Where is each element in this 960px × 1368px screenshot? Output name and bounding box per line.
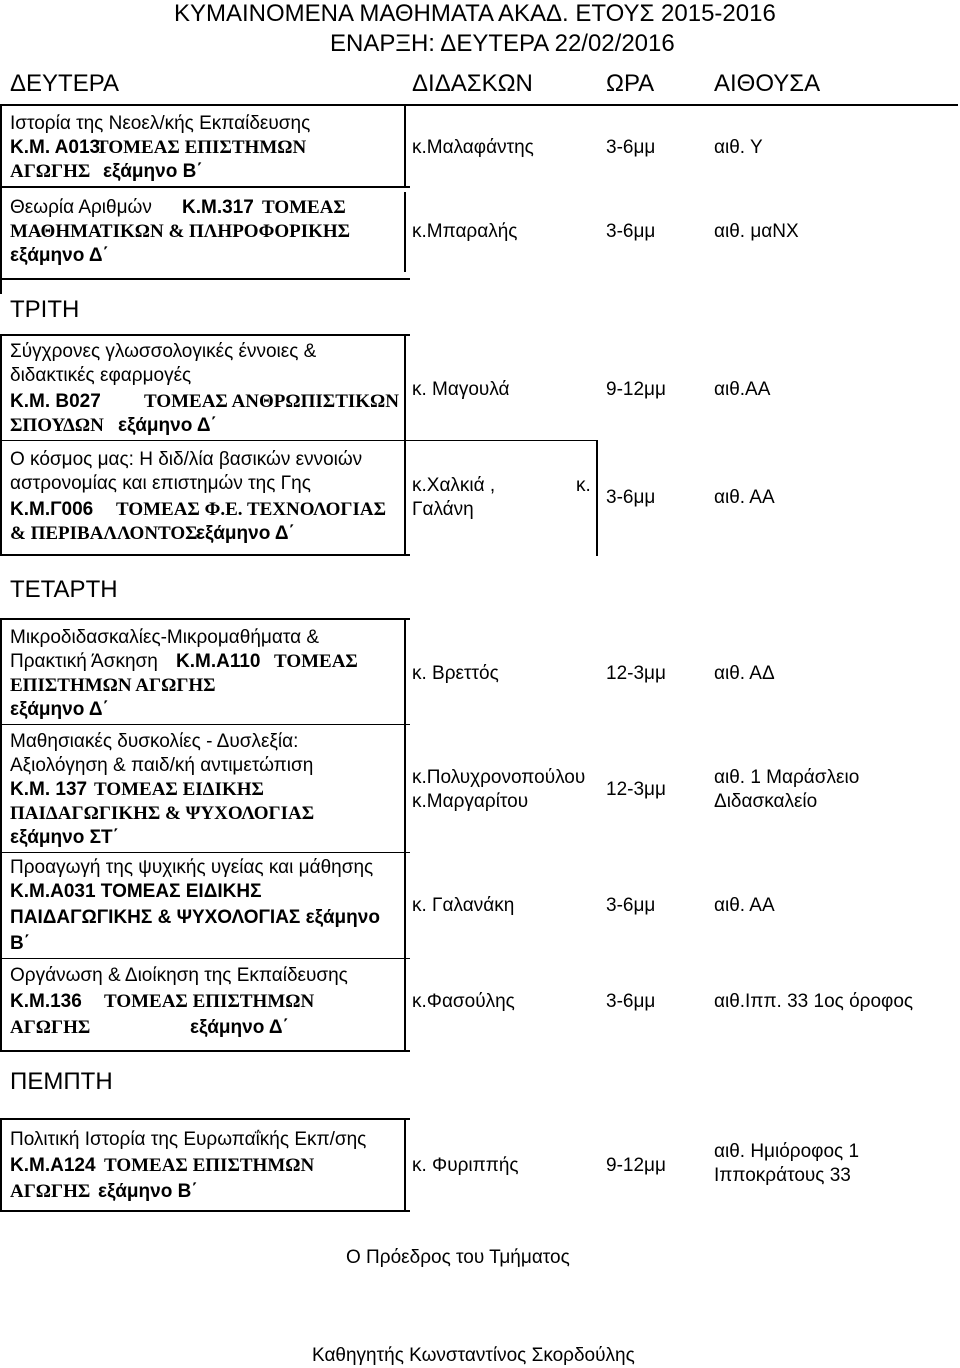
table-border-left bbox=[0, 618, 2, 1052]
course-dept: ΜΑΘΗΜΑΤΙΚΩΝ & ΠΛΗΡΟΦΟΡΙΚΗΣ bbox=[10, 221, 351, 242]
course-room: Διδασκαλείο bbox=[714, 791, 818, 812]
day-heading-tuesday: ΤΡΙΤΗ bbox=[10, 296, 80, 323]
column-divider bbox=[596, 440, 598, 556]
course-semester: Β΄ bbox=[10, 933, 31, 954]
course-instructor: κ. Φυριππής bbox=[412, 1155, 519, 1176]
row-divider bbox=[0, 1050, 410, 1052]
course-title: αστρονομίας και επιστημών της Γης bbox=[10, 473, 311, 494]
course-instructor: κ.Φασούλης bbox=[412, 991, 515, 1012]
course-code: Κ.Μ. 137 bbox=[10, 779, 88, 800]
course-title: Ιστορία της Νεοελ/κής Εκπαίδευσης bbox=[10, 113, 311, 134]
course-dept: ΤΟΜΕΑΣ ΕΠΙΣΤΗΜΩΝ bbox=[96, 137, 307, 158]
course-semester: εξάμηνο Δ΄ bbox=[190, 1017, 289, 1038]
course-dept: ΤΟΜΕΑΣ ΕΠΙΣΤΗΜΩΝ bbox=[104, 991, 315, 1012]
row-divider bbox=[0, 278, 410, 280]
column-divider bbox=[404, 334, 406, 556]
page-subtitle: ΕΝΑΡΞΗ: ΔΕΥΤΕΡΑ 22/02/2016 bbox=[330, 30, 675, 57]
course-code: Κ.Μ.317 bbox=[182, 197, 254, 218]
page-title: ΚΥΜΑΙΝΟΜΕΝΑ ΜΑΘΗΜΑΤΑ ΑΚΑΔ. ΕΤΟΥΣ 2015-2016 bbox=[174, 0, 776, 27]
table-border-left bbox=[0, 334, 2, 556]
course-time: 3-6μμ bbox=[606, 895, 656, 916]
course-code: Κ.Μ.Α124 bbox=[10, 1155, 96, 1176]
row-divider bbox=[0, 440, 597, 441]
course-semester: εξάμηνο Δ΄ bbox=[196, 523, 295, 544]
column-header-instructor: ΔΙΔΑΣΚΩΝ bbox=[412, 70, 533, 97]
course-time: 3-6μμ bbox=[606, 487, 656, 508]
course-dept: ΤΟΜΕΑΣ bbox=[274, 651, 358, 672]
course-time: 12-3μμ bbox=[606, 779, 666, 800]
column-header-day: ΔΕΥΤΕΡΑ bbox=[10, 70, 119, 97]
column-divider bbox=[404, 192, 406, 272]
course-room: αιθ. 1 Μαράσλειο bbox=[714, 767, 860, 788]
course-room: αιθ. Ημιόροφος 1 bbox=[714, 1141, 860, 1162]
course-title: Προαγωγή της ψυχικής υγείας και μάθησης bbox=[10, 857, 374, 878]
column-divider bbox=[404, 618, 406, 1052]
course-title: Ο κόσμος μας: Η διδ/λία βασικών εννοιών bbox=[10, 449, 363, 470]
course-semester: εξάμηνο Δ΄ bbox=[10, 245, 109, 266]
table-border-left bbox=[0, 1118, 2, 1212]
course-instructor: κ.Μπαραλής bbox=[412, 221, 518, 242]
row-divider bbox=[0, 724, 410, 725]
course-room: αιθ. ΑΑ bbox=[714, 487, 775, 508]
table-border-left bbox=[0, 104, 2, 294]
course-dept: ΤΟΜΕΑΣ ΑΝΘΡΩΠΙΣΤΙΚΩΝ bbox=[144, 391, 399, 412]
course-semester: εξάμηνο Β΄ bbox=[103, 161, 203, 182]
course-dept: ΤΟΜΕΑΣ bbox=[262, 197, 346, 218]
course-room: αιθ. μαΝΧ bbox=[714, 221, 799, 242]
course-title: Θεωρία Αριθμών bbox=[10, 197, 152, 218]
course-semester: εξάμηνο Δ΄ bbox=[10, 699, 109, 720]
course-dept: ΠΑΙΔΑΓΩΓΙΚΗΣ & ΨΥΧΟΛΟΓΙΑΣ bbox=[10, 803, 315, 824]
course-time: 3-6μμ bbox=[606, 991, 656, 1012]
course-room: αιθ. ΑΑ bbox=[714, 895, 775, 916]
row-divider bbox=[0, 618, 410, 620]
course-title: διδακτικές εφαρμογές bbox=[10, 365, 192, 386]
course-instructor: κ.Πολυχρονοπούλου bbox=[412, 767, 586, 788]
course-code: Κ.Μ. Α013 bbox=[10, 137, 101, 158]
course-title: Οργάνωση & Διοίκηση της Εκπαίδευσης bbox=[10, 965, 348, 986]
column-header-time: ΩΡΑ bbox=[606, 70, 655, 97]
course-semester: εξάμηνο ΣΤ΄ bbox=[10, 827, 119, 848]
course-instructor: Γαλάνη bbox=[412, 499, 474, 520]
column-divider bbox=[404, 1118, 406, 1212]
course-room: αιθ. Υ bbox=[714, 137, 763, 158]
row-divider bbox=[0, 186, 410, 188]
course-instructor: κ. Γαλανάκη bbox=[412, 895, 515, 916]
row-divider bbox=[0, 958, 410, 959]
row-divider bbox=[0, 1210, 410, 1212]
course-dept: ΤΟΜΕΑΣ Φ.Ε. ΤΕΧΝΟΛΟΓΙΑΣ bbox=[116, 499, 387, 520]
course-instructor: κ.Χαλκιά , bbox=[412, 475, 496, 496]
course-room: αιθ. ΑΔ bbox=[714, 663, 775, 684]
course-dept: ΤΟΜΕΑΣ ΕΠΙΣΤΗΜΩΝ bbox=[104, 1155, 315, 1176]
course-code: Κ.Μ. Β027 bbox=[10, 391, 101, 412]
course-semester: εξάμηνο Β΄ bbox=[98, 1181, 198, 1202]
table-line-top bbox=[0, 104, 958, 106]
course-dept: ΤΟΜΕΑΣ ΕΙΔΙΚΗΣ bbox=[94, 779, 264, 800]
course-dept: ΑΓΩΓΗΣ bbox=[10, 1017, 91, 1038]
course-dept: ΣΠΟΥΔΩΝ bbox=[10, 415, 104, 436]
course-title: Μαθησιακές δυσκολίες - Δυσλεξία: bbox=[10, 731, 299, 752]
column-header-room: ΑΙΘΟΥΣΑ bbox=[714, 70, 821, 97]
course-title: Πρακτική Άσκηση bbox=[10, 651, 158, 672]
course-code: Κ.Μ.Α031 ΤΟΜΕΑΣ ΕΙΔΙΚΗΣ bbox=[10, 881, 262, 902]
course-code: Κ.Μ.Α110 bbox=[176, 651, 261, 672]
course-title: Σύγχρονες γλωσσολογικές έννοιες & bbox=[10, 341, 317, 362]
course-instructor: κ. bbox=[576, 475, 591, 496]
day-heading-wednesday: ΤΕΤΑΡΤΗ bbox=[10, 576, 118, 603]
row-divider bbox=[0, 334, 410, 336]
course-room: αιθ.Ιππ. 33 1ος όροφος bbox=[714, 991, 914, 1012]
course-dept: ΕΠΙΣΤΗΜΩΝ ΑΓΩΓΗΣ bbox=[10, 675, 216, 696]
course-title: Πολιτική Ιστορία της Ευρωπαΐκής Εκπ/σης bbox=[10, 1129, 367, 1150]
row-divider bbox=[0, 1118, 410, 1120]
course-instructor: κ. Βρεττός bbox=[412, 663, 499, 684]
course-dept: & ΠΕΡΙΒΑΛΛΟΝΤΟΣ bbox=[10, 523, 198, 544]
course-dept: ΑΓΩΓΗΣ bbox=[10, 1181, 91, 1202]
course-instructor: κ. Μαγουλά bbox=[412, 379, 510, 400]
president-label: Ο Πρόεδρος του Τμήματος bbox=[346, 1247, 570, 1268]
column-divider bbox=[404, 104, 406, 186]
president-name: Καθηγητής Κωνσταντίνος Σκορδούλης bbox=[312, 1345, 635, 1366]
course-code: Κ.Μ.Γ006 bbox=[10, 499, 94, 520]
course-code: Κ.Μ.136 bbox=[10, 991, 82, 1012]
course-room: Ιπποκράτους 33 bbox=[714, 1165, 851, 1186]
course-time: 3-6μμ bbox=[606, 221, 656, 242]
course-dept: ΠΑΙΔΑΓΩΓΙΚΗΣ & ΨΥΧΟΛΟΓΙΑΣ εξάμηνο bbox=[10, 907, 380, 928]
course-dept: ΑΓΩΓΗΣ bbox=[10, 161, 91, 182]
course-time: 3-6μμ bbox=[606, 137, 656, 158]
day-heading-thursday: ΠΕΜΠΤΗ bbox=[10, 1068, 113, 1095]
course-instructor: κ.Μαργαρίτου bbox=[412, 791, 529, 812]
course-title: Μικροδιδασκαλίες-Μικρομαθήματα & bbox=[10, 627, 320, 648]
row-divider bbox=[0, 852, 410, 853]
course-time: 9-12μμ bbox=[606, 1155, 666, 1176]
course-instructor: κ.Μαλαφάντης bbox=[412, 137, 534, 158]
course-time: 12-3μμ bbox=[606, 663, 666, 684]
row-divider bbox=[0, 554, 410, 556]
course-room: αιθ.ΑΑ bbox=[714, 379, 771, 400]
course-time: 9-12μμ bbox=[606, 379, 666, 400]
course-semester: εξάμηνο Δ΄ bbox=[118, 415, 217, 436]
course-title: Αξιολόγηση & παιδ/κή αντιμετώπιση bbox=[10, 755, 314, 776]
